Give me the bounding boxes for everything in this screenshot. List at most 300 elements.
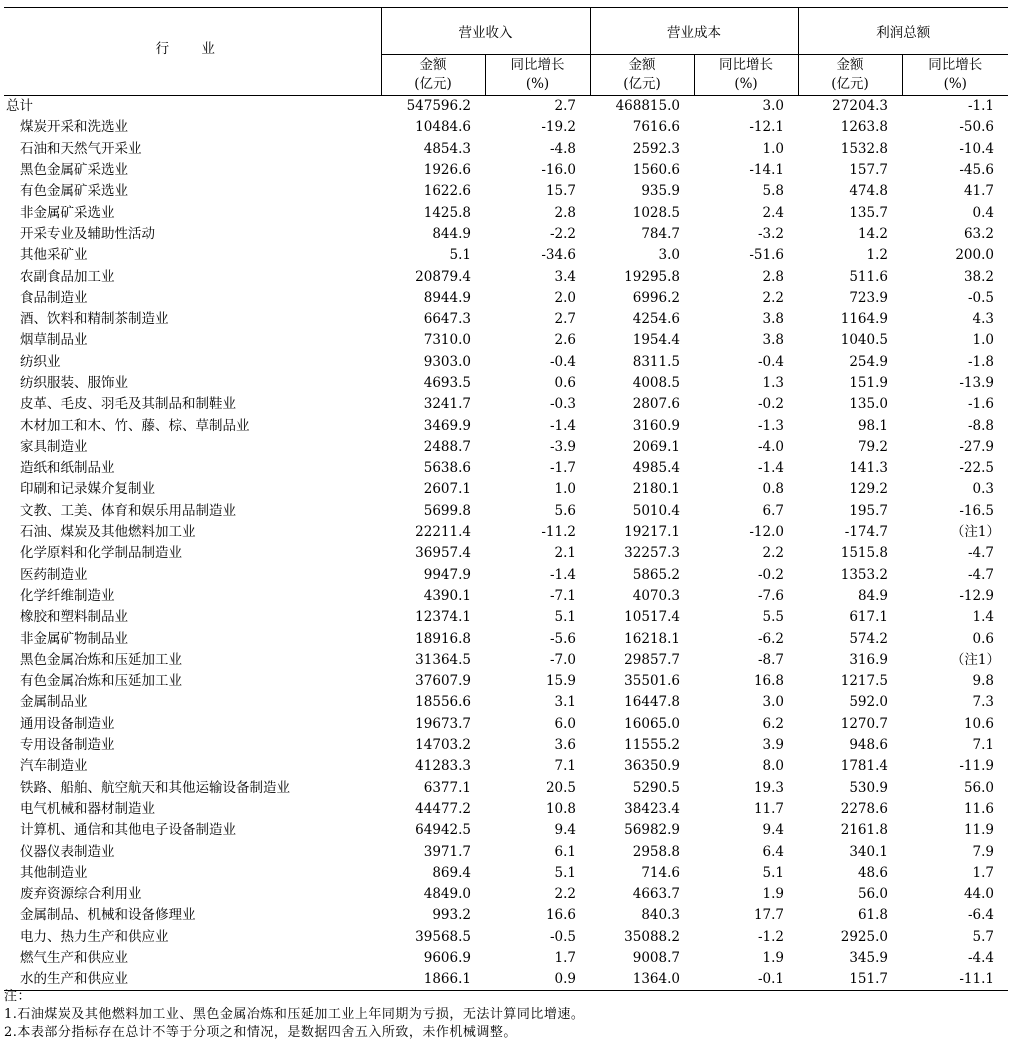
cell-profit-g: （注1） [950,651,1000,668]
header-industry: 行 业 [4,8,381,96]
cell-profit-g: 5.7 [972,928,994,945]
cell-profit: 157.7 [849,162,888,179]
cell-rev: 14703.2 [415,737,471,754]
cell-cost: 5290.5 [632,779,680,796]
cell-profit-g: -4.4 [967,950,994,967]
industry-name: 仪器仪表制造业 [20,843,115,860]
cell-rev-g: -0.5 [549,928,576,945]
cell-cost: 8311.5 [632,353,680,370]
industry-name: 金属制品、机械和设备修理业 [20,907,196,924]
cell-profit: 1263.8 [840,119,888,136]
cell-cost-g: -6.2 [757,630,784,647]
cell-profit: 48.6 [857,864,888,881]
cell-cost-g: 6.2 [762,715,784,732]
footnote-title: 注： [4,989,32,1004]
table-header [4,8,1008,96]
cell-cost: 10517.4 [624,609,680,626]
cell-profit: 1515.8 [840,545,888,562]
industry-name: 化学纤维制造业 [20,587,115,604]
cell-rev: 5699.8 [423,502,471,519]
cell-rev-g: -5.6 [549,630,576,647]
cell-cost: 2807.6 [632,396,680,413]
cell-profit-g: -6.4 [967,907,994,924]
cell-cost: 19295.8 [624,268,680,285]
cell-profit-g: -45.6 [959,162,994,179]
cell-cost: 2592.3 [632,140,680,157]
cell-profit-g: -12.9 [959,587,994,604]
cell-cost-g: -51.6 [749,247,784,264]
cell-cost-g: 3.9 [762,737,784,754]
cell-profit-g: 38.2 [963,268,994,285]
cell-rev-g: 2.2 [554,886,576,903]
cell-rev: 12374.1 [415,609,471,626]
industry-name: 食品制造业 [20,289,88,306]
cell-cost-g: 3.8 [762,311,784,328]
cell-cost-g: -8.7 [757,651,784,668]
cell-rev: 6377.1 [423,779,471,796]
cell-cost: 3.0 [658,247,680,264]
cell-cost: 714.6 [641,864,680,881]
cell-rev-g: 0.6 [554,375,576,391]
cell-profit: -174.7 [844,524,888,541]
industry-name: 农副食品加工业 [20,268,115,285]
cell-rev: 10484.6 [415,119,471,136]
cell-profit: 511.6 [849,268,888,285]
industry-name: 文教、工美、体育和娱乐用品制造业 [20,502,236,519]
cell-cost-g: 9.4 [762,822,784,839]
cell-cost-g: 3.0 [762,98,784,115]
cell-rev: 9606.9 [423,950,471,967]
cell-profit-g: -4.7 [967,566,994,583]
cell-rev-g: 0.9 [485,969,590,991]
cell-cost-g: -4.0 [757,438,784,455]
cell-cost-g: 16.8 [753,673,784,690]
table-row [4,927,1008,948]
cell-cost-g: -12.1 [749,119,784,136]
cell-cost-g: -3.2 [757,225,784,242]
cell-rev-g: -7.1 [549,587,576,604]
cell-profit: 592.0 [849,694,888,711]
cell-cost: 4008.5 [632,375,680,391]
cell-profit: 1.2 [866,247,888,264]
cell-profit-g: 1.4 [972,609,994,626]
cell-cost-g: 1.9 [762,886,784,903]
cell-profit-g: -50.6 [959,119,994,136]
header-profit: 利润总额 [798,8,1008,55]
table-row [4,437,1008,458]
cell-cost: 4254.6 [632,311,680,328]
cell-cost-g: 0.8 [762,481,784,498]
table-row [4,479,1008,500]
table-row [4,948,1008,969]
cell-cost: 468815.0 [615,98,680,115]
cell-profit-g: -8.8 [967,417,994,434]
cell-cost-g: 6.4 [762,843,784,860]
cell-profit: 1353.2 [840,566,888,583]
cell-cost-g: 5.5 [762,609,784,626]
cell-rev: 4693.5 [423,375,471,391]
cell-profit: 14.2 [857,225,888,242]
table-row [4,288,1008,309]
table-row [4,501,1008,522]
table-row [4,884,1008,905]
cell-cost-g: -12.0 [749,524,784,541]
cell-rev: 844.9 [432,225,471,242]
header-cost-amount: 金额 (亿元) [590,55,694,96]
cell-profit-g: -0.5 [967,289,994,306]
cell-profit-g: 1.0 [972,332,994,349]
cell-rev-g: -7.0 [549,651,576,668]
table-row [4,586,1008,607]
cell-profit: 474.8 [849,183,888,200]
cell-cost-g: 2.2 [762,545,784,562]
cell-rev: 4854.3 [423,140,471,157]
table-row [4,245,1008,266]
cell-profit-g: -4.7 [967,545,994,562]
cell-cost: 3160.9 [632,417,680,434]
cell-rev-g: 3.4 [554,268,576,285]
cell-rev-g: 7.1 [554,758,576,775]
cell-cost: 1560.6 [632,162,680,179]
cell-rev-g: 1.0 [554,481,576,498]
cell-cost: 4070.3 [632,587,680,604]
cell-rev-g: 5.1 [554,864,576,881]
cell-rev: 869.4 [432,864,471,881]
cell-rev-g: 3.6 [554,737,576,754]
cell-cost-g: 8.0 [762,758,784,775]
footnote-1: 1.石油煤炭及其他燃料加工业、黑色金属冶炼和压延加工业上年同期为亏损，无法计算同比增速。 [4,1007,585,1022]
cell-rev: 41283.3 [415,758,471,775]
cell-rev-g: 5.6 [554,502,576,519]
cell-profit: 254.9 [849,353,888,370]
cell-cost: 5865.2 [632,566,680,583]
industry-name: 总计 [6,98,33,115]
cell-rev-g: 10.8 [545,800,576,817]
cell-profit: 135.7 [849,204,888,221]
cell-cost: 29857.7 [624,651,680,668]
header-profit-amount: 金额 (亿元) [798,55,902,96]
industry-name: 石油、煤炭及其他燃料加工业 [20,524,196,541]
cell-rev-g: -4.8 [549,140,576,157]
table-row [4,160,1008,181]
industry-name: 其他制造业 [20,864,88,881]
table-row [4,671,1008,692]
table-row [4,202,1008,223]
cell-rev: 6647.3 [423,311,471,328]
cell-cost: 784.7 [641,225,680,242]
industry-name: 医药制造业 [20,566,88,583]
cell-rev-g: 20.5 [545,779,576,796]
table-row [4,607,1008,628]
cell-profit-g: 1.7 [972,864,994,881]
cell-profit: 316.9 [849,651,888,668]
industry-name: 通用设备制造业 [20,715,115,732]
cell-profit-g: 11.6 [963,800,994,817]
cell-cost-g: 19.3 [753,779,784,796]
cell-cost: 11555.2 [624,737,680,754]
cell-cost-g: 2.2 [762,289,784,306]
industry-name: 有色金属矿采选业 [20,183,128,200]
cell-rev-g: 2.0 [554,289,576,306]
industry-name: 有色金属冶炼和压延加工业 [20,673,182,690]
cell-cost: 4985.4 [632,460,680,477]
cell-profit-g: -11.9 [959,758,994,775]
cell-rev: 44477.2 [415,800,471,817]
industry-name: 造纸和纸制品业 [20,460,115,477]
cell-rev-g: 6.0 [554,715,576,732]
industry-name: 废弃资源综合利用业 [20,886,142,903]
cell-rev: 2488.7 [423,438,471,455]
table-row [4,714,1008,735]
cell-rev-g: 2.6 [554,332,576,349]
cell-profit-g: 63.2 [963,225,994,242]
table-row [4,139,1008,160]
header-profit-growth: 同比增长 (%) [902,55,1008,96]
cell-rev: 3241.7 [423,396,471,413]
cell-rev: 20879.4 [415,268,471,285]
table-row [4,181,1008,202]
cell-rev-g: 15.9 [545,673,576,690]
cell-rev: 5638.6 [423,460,471,477]
cell-profit-g: （注1） [950,524,1000,541]
cell-cost: 1954.4 [632,332,680,349]
cell-profit: 129.2 [849,481,888,498]
cell-profit-g: 0.6 [972,630,994,647]
cell-rev: 7310.0 [423,332,471,349]
cell-rev: 1425.8 [423,204,471,221]
cell-cost-g: 6.7 [762,502,784,519]
cell-cost-g: 1.9 [762,950,784,967]
industry-name: 开采专业及辅助性活动 [20,225,155,242]
table-row [4,778,1008,799]
cell-profit: 530.9 [849,779,888,796]
industry-name: 纺织业 [20,353,61,370]
cell-rev: 36957.4 [415,545,471,562]
cell-profit: 98.1 [857,417,888,434]
cell-profit: 723.9 [849,289,888,306]
table-row [4,820,1008,841]
cell-profit-g: 7.9 [972,843,994,860]
table-row [4,352,1008,373]
cell-cost-g: 5.8 [762,183,784,200]
industry-name: 金属制品业 [20,694,88,711]
industry-name: 计算机、通信和其他电子设备制造业 [20,822,236,839]
cell-profit-g: -1.1 [967,98,994,115]
table-row [4,863,1008,884]
cell-rev: 4390.1 [423,587,471,604]
industry-finance-table [4,7,1008,991]
cell-cost-g: -1.2 [757,928,784,945]
cell-cost: 935.9 [641,183,680,200]
cell-profit-g: 44.0 [963,886,994,903]
cell-profit: 151.9 [849,375,888,391]
cell-profit-g: 4.3 [972,311,994,328]
cell-profit-g: 0.3 [972,481,994,498]
cell-cost: 19217.1 [624,524,680,541]
cell-profit: 135.0 [849,396,888,413]
cell-cost-g: 5.1 [762,864,784,881]
table-row [4,543,1008,564]
industry-name: 铁路、船舶、航空航天和其他运输设备制造业 [20,779,290,796]
table-row [4,799,1008,820]
cell-rev-g: -34.6 [541,247,576,264]
cell-profit: 2278.6 [840,800,888,817]
cell-profit-g: -27.9 [959,438,994,455]
cell-profit-g: 41.7 [963,183,994,200]
cell-cost-g: -0.2 [757,396,784,413]
cell-cost-g: -0.1 [694,969,798,991]
cell-cost-g: -0.2 [757,566,784,583]
industry-name: 汽车制造业 [20,758,88,775]
cell-profit-g: -22.5 [959,460,994,477]
industry-name: 印刷和记录媒介复制业 [20,481,155,498]
cell-rev: 1866.1 [381,969,485,991]
cell-profit: 1040.5 [840,332,888,349]
cell-profit: 61.8 [857,907,888,924]
industry-name: 烟草制品业 [20,332,88,349]
cell-cost: 36350.9 [624,758,680,775]
cell-profit-g: 10.6 [963,715,994,732]
cell-rev-g: -1.4 [549,417,576,434]
cell-profit-g: -1.8 [967,353,994,370]
table-row [4,458,1008,479]
cell-profit: 1217.5 [840,673,888,690]
cell-rev: 1926.6 [423,162,471,179]
industry-name: 燃气生产和供应业 [20,950,128,967]
cell-profit: 1270.7 [840,715,888,732]
cell-rev-g: -3.9 [549,438,576,455]
cell-profit: 27204.3 [832,98,888,115]
cell-cost-g: 2.4 [762,204,784,221]
cell-cost-g: 2.8 [762,268,784,285]
industry-name: 黑色金属冶炼和压延加工业 [20,651,182,668]
cell-rev: 64942.5 [415,822,471,839]
cell-profit-g: 7.3 [972,694,994,711]
industry-name: 酒、饮料和精制茶制造业 [20,311,169,328]
cell-profit: 340.1 [849,843,888,860]
table-row [4,628,1008,649]
cell-cost: 840.3 [641,907,680,924]
table-body [4,96,1008,991]
cell-rev: 22211.4 [415,524,471,541]
cell-profit: 2161.8 [840,822,888,839]
cell-profit: 151.7 [798,969,902,991]
cell-profit-g: 9.8 [972,673,994,690]
cell-profit-g: 7.1 [972,737,994,754]
cell-rev: 3469.9 [423,417,471,434]
cell-profit: 195.7 [849,502,888,519]
table-row [4,522,1008,543]
cell-profit: 79.2 [857,438,888,455]
industry-name: 电力、热力生产和供应业 [20,928,169,945]
cell-cost: 5010.4 [632,502,680,519]
cell-profit-g: -10.4 [959,140,994,157]
table-row [4,905,1008,926]
table-row [4,841,1008,862]
cell-cost: 56982.9 [624,822,680,839]
cell-rev: 5.1 [449,247,471,264]
cell-cost-g: -14.1 [749,162,784,179]
cell-rev: 8944.9 [423,289,471,306]
industry-name: 家具制造业 [20,438,88,455]
cell-rev-g: 1.7 [554,950,576,967]
industry-name: 化学原料和化学制品制造业 [20,545,182,562]
cell-cost: 9008.7 [632,950,680,967]
industry-finance-table-container [4,7,1008,991]
cell-rev: 9947.9 [423,566,471,583]
industry-name: 其他采矿业 [20,247,88,264]
cell-rev: 31364.5 [415,651,471,668]
cell-cost: 38423.4 [624,800,680,817]
header-revenue: 营业收入 [381,8,590,55]
cell-profit: 141.3 [849,460,888,477]
cell-profit: 1164.9 [840,311,888,328]
industry-name: 纺织服装、服饰业 [20,375,128,391]
cell-cost-g: 1.0 [762,140,784,157]
industry-name: 水的生产和供应业 [4,969,381,991]
cell-rev: 993.2 [432,907,471,924]
cell-profit-g: 11.9 [963,822,994,839]
industry-name: 黑色金属矿采选业 [20,162,128,179]
cell-profit: 345.9 [849,950,888,967]
cell-rev-g: -19.2 [541,119,576,136]
header-cost: 营业成本 [590,8,798,55]
cell-rev: 18916.8 [415,630,471,647]
cell-rev: 37607.9 [415,673,471,690]
industry-name: 石油和天然气开采业 [20,140,142,157]
cell-rev: 19673.7 [415,715,471,732]
cell-cost: 2069.1 [632,438,680,455]
cell-profit: 84.9 [857,587,888,604]
cell-cost-g: 17.7 [753,907,784,924]
cell-cost-g: -0.4 [757,353,784,370]
cell-cost-g: 1.3 [762,375,784,391]
cell-profit-g: 0.4 [972,204,994,221]
table-row [4,224,1008,245]
cell-rev-g: -2.2 [549,225,576,242]
cell-cost-g: -1.3 [757,417,784,434]
cell-rev-g: 6.1 [554,843,576,860]
cell-cost-g: -1.4 [757,460,784,477]
cell-rev: 3971.7 [423,843,471,860]
cell-rev-g: 9.4 [554,822,576,839]
table-row [4,756,1008,777]
cell-cost: 32257.3 [624,545,680,562]
cell-cost-g: 3.8 [762,332,784,349]
footnotes [4,988,584,1042]
cell-cost-g: 3.0 [762,694,784,711]
cell-rev-g: -0.4 [549,353,576,370]
footnote-2: 2.本表部分指标存在总计不等于分项之和情况，是数据四舍五入所致，未作机械调整。 [4,1025,517,1040]
cell-profit-g: -13.9 [959,375,994,391]
cell-rev-g: -16.0 [541,162,576,179]
cell-cost: 35501.6 [624,673,680,690]
cell-profit-g: -1.6 [967,396,994,413]
industry-name: 电气机械和器材制造业 [20,800,155,817]
cell-rev-g: 5.1 [554,609,576,626]
industry-name: 橡胶和塑料制品业 [20,609,128,626]
industry-name: 皮革、毛皮、羽毛及其制品和制鞋业 [20,396,236,413]
cell-rev-g: 16.6 [545,907,576,924]
cell-rev: 39568.5 [415,928,471,945]
cell-cost: 4663.7 [632,886,680,903]
cell-profit: 574.2 [849,630,888,647]
table-row [4,330,1008,351]
cell-rev: 1622.6 [423,183,471,200]
table-row [4,266,1008,287]
cell-cost: 2958.8 [632,843,680,860]
cell-rev-g: 2.7 [554,311,576,328]
